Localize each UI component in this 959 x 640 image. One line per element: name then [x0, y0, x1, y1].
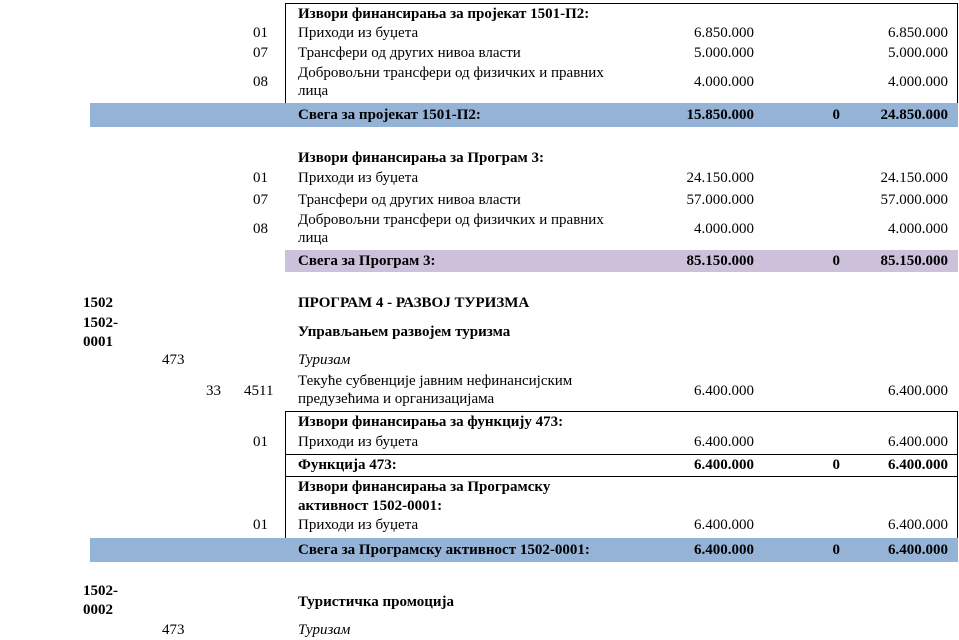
program-title: ПРОГРАМ 4 - РАЗВОЈ ТУРИЗМА [298, 295, 530, 311]
amount-total: 6.850.000 [888, 25, 948, 41]
amount-budget: 6.400.000 [694, 434, 754, 450]
source-code: 07 [253, 45, 268, 61]
source-code: 08 [253, 221, 268, 237]
column-divider [957, 411, 958, 538]
function-total-sum: 6.400.000 [888, 457, 948, 473]
item-label-cont: предузећима и организацијама [298, 391, 495, 407]
fn-sources-heading: Извори финансирања за функцију 473: [298, 414, 564, 430]
next-activity-code-line1: 1502- [83, 583, 118, 599]
source-label: Добровољни трансфери од физичких и правних [298, 212, 604, 228]
source-label: Добровољни трансфери од физичких и правних [298, 65, 604, 81]
activity-total-label: Свега за Програмску активност 1502-0001: [298, 542, 590, 558]
project-total-other: 0 [832, 107, 840, 123]
row-rule [285, 411, 957, 412]
column-divider [957, 3, 958, 103]
amount-budget: 4.000.000 [694, 74, 754, 90]
project-total-label: Свега за пројекат 1501-П2: [298, 107, 481, 123]
program-total-budget: 85.150.000 [686, 253, 754, 269]
source-code: 01 [253, 434, 268, 450]
amount-budget: 24.150.000 [686, 170, 754, 186]
row-rule [285, 476, 957, 477]
program-total-other: 0 [832, 253, 840, 269]
source-label: Приходи из буџета [298, 517, 419, 533]
source-code: 01 [253, 517, 268, 533]
function-name: Туризам [298, 622, 351, 638]
sources-heading: Извори финансирања за пројекат 1501-П2: [298, 6, 590, 22]
source-label-cont: лица [298, 83, 329, 99]
item-label: Текуће субвенције јавним нефинансијским [298, 373, 573, 389]
column-divider [285, 411, 286, 538]
function-total-label: Функција 473: [298, 457, 397, 473]
activity-code [83, 314, 118, 352]
amount-budget: 5.000.000 [694, 45, 754, 61]
source-label: Приходи из буџета [298, 25, 419, 41]
amount-total: 4.000.000 [888, 74, 948, 90]
project-total-sum: 24.850.000 [880, 107, 948, 123]
source-label: Трансфери од других нивоа власти [298, 192, 521, 208]
next-activity-title: Туристичка промоција [298, 594, 455, 610]
row-rule [285, 454, 957, 455]
function-total-budget: 6.400.000 [694, 457, 754, 473]
source-label: Приходи из буџета [298, 170, 419, 186]
amount-budget: 4.000.000 [694, 221, 754, 237]
row-rule [285, 3, 957, 4]
amount-budget: 6.850.000 [694, 25, 754, 41]
activity-total-budget: 6.400.000 [694, 542, 754, 558]
amount-total: 24.150.000 [880, 170, 948, 186]
source-label: Трансфери од других нивоа власти [298, 45, 521, 61]
amount-total: 6.400.000 [888, 517, 948, 533]
source-label-cont: лица [298, 230, 329, 246]
item-position: 33 [206, 383, 221, 399]
activity-total-other: 0 [832, 542, 840, 558]
source-code: 07 [253, 192, 268, 208]
amount-total: 6.400.000 [888, 434, 948, 450]
function-code: 473 [162, 352, 185, 368]
amount-total: 6.400.000 [888, 383, 948, 399]
program-total-label: Свега за Програм 3: [298, 253, 436, 269]
item-account: 4511 [244, 383, 274, 399]
function-name: Туризам [298, 352, 351, 368]
activity-code-line1: 1502- [83, 315, 118, 331]
amount-budget: 6.400.000 [694, 517, 754, 533]
activity-total-sum: 6.400.000 [888, 542, 948, 558]
function-code: 473 [162, 622, 185, 638]
activity-sources-heading: Извори финансирања за Програмску [298, 479, 551, 495]
amount-budget: 6.400.000 [694, 383, 754, 399]
project-total-budget: 15.850.000 [686, 107, 754, 123]
source-code: 08 [253, 74, 268, 90]
activity-sources-heading-cont: активност 1502-0001: [298, 498, 443, 514]
next-activity-code [83, 582, 118, 620]
sources-heading: Извори финансирања за Програм 3: [298, 150, 544, 166]
amount-total: 4.000.000 [888, 221, 948, 237]
next-activity-code-line2: 0002 [83, 602, 113, 618]
source-code: 01 [253, 170, 268, 186]
function-total-other: 0 [832, 457, 840, 473]
program-code: 1502 [83, 295, 113, 311]
source-code: 01 [253, 25, 268, 41]
activity-code-line2: 0001 [83, 334, 113, 350]
amount-total: 57.000.000 [880, 192, 948, 208]
source-label: Приходи из буџета [298, 434, 419, 450]
activity-title: Управљањем развојем туризма [298, 324, 511, 340]
column-divider [285, 3, 286, 103]
amount-budget: 57.000.000 [686, 192, 754, 208]
amount-total: 5.000.000 [888, 45, 948, 61]
program-total-sum: 85.150.000 [880, 253, 948, 269]
